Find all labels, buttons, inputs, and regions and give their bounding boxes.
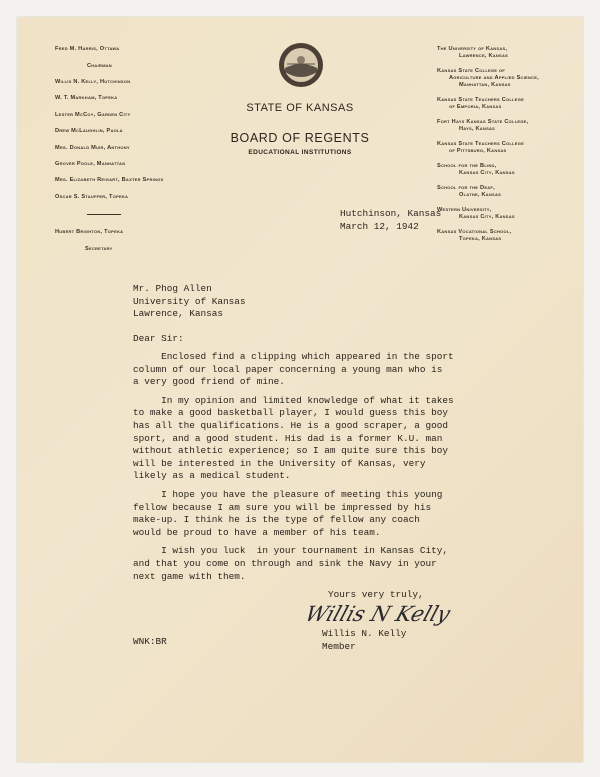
member: Fred M. Harris, Ottawa [55, 46, 120, 53]
secretary-role: Secretary [85, 245, 113, 252]
recipient-address: Mr. Phog Allen University of Kansas Lawrence, Kansas [133, 283, 246, 320]
state-title: STATE OF KANSAS [246, 102, 354, 114]
member: Mrs. Donald Muir, Anthony [55, 144, 130, 151]
place-date: Hutchinson, Kansas March 12, 1942 [340, 208, 442, 232]
signature: Willis N Kelly [302, 602, 454, 626]
board-subtitle: EDUCATIONAL INSTITUTIONS [248, 149, 352, 156]
institution: Kansas State Teachers College of Emporia, Kansas [437, 97, 524, 110]
member: Oscar S. Stauffer, Topeka [55, 193, 129, 200]
signer: Willis N. Kelly Member [322, 628, 407, 652]
salutation: Dear Sir: [133, 333, 184, 344]
member: Lester McCoy, Garden City [55, 111, 131, 118]
institution: Kansas State Teachers College of Pittsburg, Kansas [437, 141, 524, 154]
institution: Kansas State College of Agriculture and Applied Science, Manhattan, Kansas [437, 68, 539, 88]
board-title: BOARD OF REGENTS [230, 131, 370, 145]
institution: Western University, Kansas City, Kansas [437, 207, 515, 220]
member: Drew McLaughlin, Paola [55, 128, 123, 135]
institution: The University of Kansas, Lawrence, Kansas [437, 46, 509, 59]
closing: Yours very truly, [328, 589, 424, 600]
institution: Kansas Vocational School, Topeka, Kansas [437, 229, 512, 242]
secretary-name: Hubert Brighton, Topeka [55, 229, 124, 236]
paragraph: I wish you luck in your tournament in Kansas City, and that you come on through and sink the Navy in your next game with them. [133, 545, 449, 582]
paragraph: I hope you have the pleasure of meeting this young fellow because I am sure you will be impressed by his make-up. I think he is the type of fellow any coach would be proud to have a member of his team. [133, 488, 443, 538]
institutions-list [437, 38, 539, 250]
letter-body [133, 351, 454, 583]
member: Grover Poole, Manhattan [55, 161, 126, 168]
typist-initials: WNK:BR [133, 636, 167, 647]
paragraph: Enclosed find a clipping which appeared in the sport column of our local paper concerning a young man who is a very good friend of mine. [133, 351, 454, 388]
institution: School for the Blind, Kansas City, Kansas [437, 163, 515, 176]
member: Mrs. Elizabeth Reigart, Baxter Springs [55, 177, 164, 184]
institution: Fort Hays Kansas State College, Hays, Kansas [437, 119, 529, 132]
institution: School for the Deaf, Olathe, Kansas [437, 185, 502, 198]
paragraph: In my opinion and limited knowledge of what it takes to make a good basketball player, I would guess this boy has all the qualifications. He is a good scraper, a good sport, and a good student. His dad is a former K.U. man without athletic experience; so I am quite sure this boy will be interested in the University of Kansas, very likely as a medical student. [133, 394, 454, 482]
state-seal-icon [278, 42, 324, 88]
member: W. T. Markham, Topeka [55, 95, 118, 102]
divider [87, 214, 121, 215]
member-role: Chairman [87, 62, 112, 69]
member: Willis N. Kelly, Hutchinson [55, 79, 131, 86]
